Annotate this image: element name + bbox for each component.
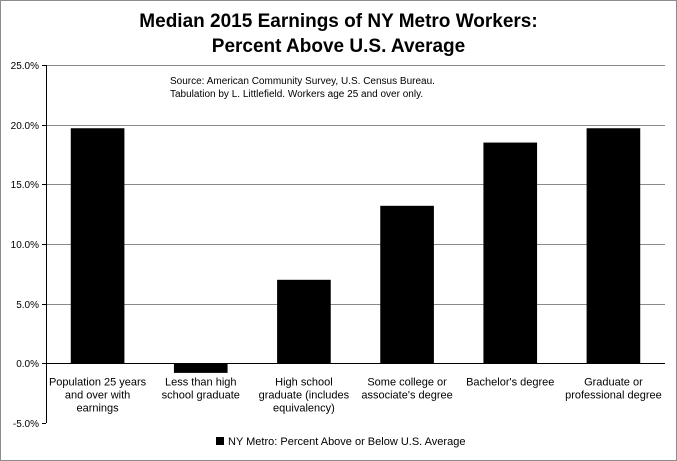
category-label: and over with bbox=[64, 389, 131, 402]
y-tick-label: 0.0% bbox=[16, 359, 39, 370]
category-label: Less than high bbox=[164, 376, 237, 389]
source-note-line: Tabulation by L. Littlefield. Workers age 25 and over only. bbox=[170, 89, 424, 100]
bars bbox=[71, 128, 640, 373]
legend-swatch bbox=[216, 437, 224, 445]
y-tick-label: 10.0% bbox=[10, 240, 39, 251]
bar bbox=[71, 128, 125, 363]
legend bbox=[216, 436, 465, 448]
bar bbox=[174, 363, 228, 373]
category-label: Some college or bbox=[367, 376, 447, 389]
category-label: professional degree bbox=[565, 389, 662, 402]
category-labels bbox=[49, 376, 662, 414]
category-label: associate's degree bbox=[361, 389, 453, 402]
category-label: equivalency) bbox=[273, 402, 335, 415]
bar bbox=[277, 280, 331, 364]
chart-title-line-1: Median 2015 Earnings of NY Metro Workers: bbox=[139, 11, 538, 32]
category-label: earnings bbox=[76, 402, 119, 415]
y-tick-label: -5.0% bbox=[12, 419, 39, 430]
category-label: Graduate or bbox=[584, 376, 643, 389]
bar bbox=[587, 128, 641, 363]
y-tick-label: 25.0% bbox=[10, 61, 39, 72]
bar bbox=[483, 143, 537, 364]
gridlines bbox=[46, 66, 665, 364]
y-tick-label: 5.0% bbox=[16, 300, 39, 311]
bar bbox=[380, 206, 434, 364]
source-note bbox=[170, 76, 435, 100]
category-label: school graduate bbox=[161, 389, 240, 402]
category-label: Bachelor's degree bbox=[466, 376, 555, 389]
category-label: High school bbox=[275, 376, 333, 389]
category-label: graduate (includes bbox=[258, 389, 350, 402]
category-label: Population 25 years bbox=[48, 376, 147, 389]
source-note-line: Source: American Community Survey, U.S. Census Bureau. bbox=[170, 76, 435, 87]
chart-title-line-2: Percent Above U.S. Average bbox=[211, 36, 466, 57]
y-tick-label: 20.0% bbox=[10, 121, 39, 132]
legend-label: NY Metro: Percent Above or Below U.S. Average bbox=[228, 436, 466, 448]
y-tick-label: 15.0% bbox=[10, 180, 39, 191]
y-tick-labels bbox=[11, 61, 39, 430]
